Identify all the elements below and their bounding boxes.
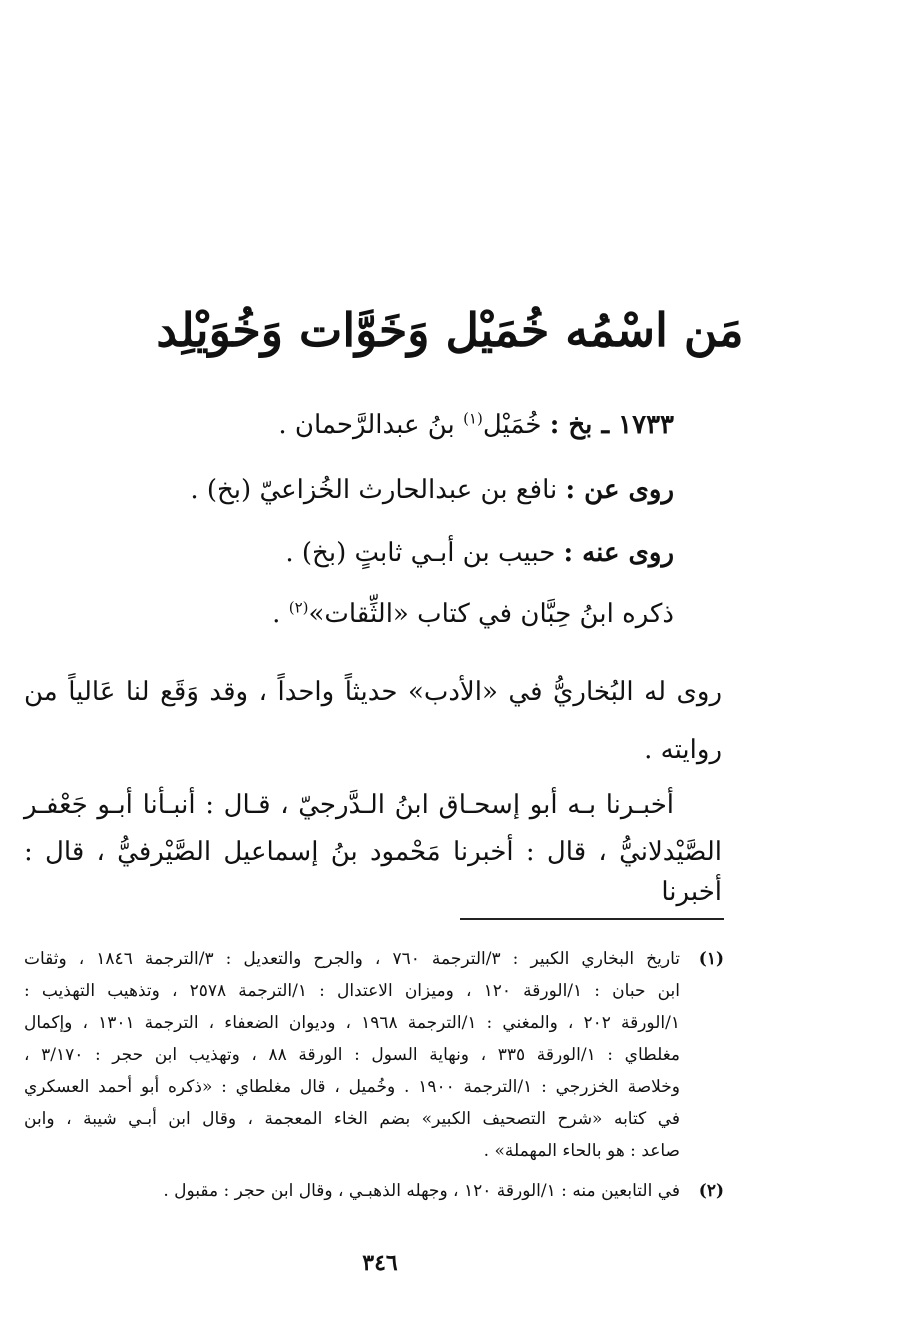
paragraph-line-3: أخبـرنا بـه أبو إسحـاق ابنُ الـدَّرجيّ ، قـال : أنبـأنا أبـو جَعْفـر — [24, 790, 674, 820]
mention-end: . — [272, 599, 281, 629]
narrated-by-line — [285, 533, 674, 573]
footnote-1-line-3: ١/الورقة ٢٠٢ ، والمغني : ١/الترجمة ١٩٦٨ ، وديوان الضعفاء ، الترجمة ١٣٠١ ، وإكمال — [24, 1013, 680, 1033]
narrated-from-text: نافع بن عبدالحارث الخُزاعيّ (بخ) . — [190, 475, 558, 505]
mention-line — [272, 594, 674, 634]
narrated-from-line — [190, 470, 674, 510]
narrated-by-label: روى عنه : — [563, 538, 674, 568]
footnote-1-line-7: صاعد : هو بالحاء المهملة» . — [483, 1141, 680, 1161]
entry-heading — [278, 405, 674, 445]
footnote-ref-2[interactable]: (٢) — [288, 598, 309, 617]
section-title: مَن اسْمُه خُمَيْل وَخَوَّات وَخُوَيْلِد — [156, 303, 744, 357]
footnote-1-line-2: ابن حبان : ١/الورقة ١٢٠ ، وميزان الاعتدال : ١/الترجمة ٢٥٧٨ ، وتذهيب التهذيب : — [24, 981, 680, 1001]
paragraph-line-1: روى له البُخاريُّ في «الأدب» حديثاً واحداً ، وقد وَقَع لنا عَالياً من — [24, 677, 722, 707]
entry-number: ١٧٣٣ ـ بخ : — [549, 410, 674, 440]
footnote-separator — [460, 918, 724, 920]
footnote-1-line-1: تاريخ البخاري الكبير : ٣/الترجمة ٧٦٠ ، والجرح والتعديل : ٣/الترجمة ١٨٤٦ ، وثقات — [24, 949, 680, 969]
paragraph-line-2: روايته . — [644, 735, 722, 765]
paragraph-line-4: الصَّيْدلانيُّ ، قال : أخبرنا مَحْمود بنُ إسماعيل الصَّيْرفيُّ ، قال : أخبرنا — [24, 837, 722, 907]
entry-name-rest: بنُ عبدالرَّحمان . — [278, 410, 455, 440]
footnote-2-line-1: في التابعين منه : ١/الورقة ١٢٠ ، وجهله الذهبـي ، وقال ابن حجر : مقبول . — [163, 1181, 680, 1201]
footnote-number-1: (١) — [698, 949, 724, 969]
narrated-from-label: روى عن : — [565, 475, 674, 505]
page-number: ٣٤٦ — [362, 1250, 398, 1276]
footnote-number-2: (٢) — [698, 1181, 724, 1201]
footnote-1-line-6: في كتابه «شرح التصحيف الكبير» بضم الخاء المعجمة ، وقال ابن أبـي شيبة ، وابن — [24, 1109, 680, 1129]
footnote-1-line-4: مغلطاي : ١/الورقة ٣٣٥ ، ونهاية السول : الورقة ٨٨ ، وتهذيب ابن حجر : ٣/١٧٠ ، — [24, 1045, 680, 1065]
footnote-1-line-5: وخلاصة الخزرجي : ١/الترجمة ١٩٠٠ . وخُميل ، قال مغلطاي : «ذكره أبو أحمد العسكري — [24, 1077, 680, 1097]
footnote-ref-1[interactable]: (١) — [463, 409, 483, 428]
entry-name: خُمَيْل — [482, 410, 542, 440]
narrated-by-text: حبيب بن أبـي ثابتٍ (بخ) . — [285, 538, 556, 568]
mention-text: ذكره ابنُ حِبَّان في كتاب «الثِّقات» — [308, 599, 674, 629]
